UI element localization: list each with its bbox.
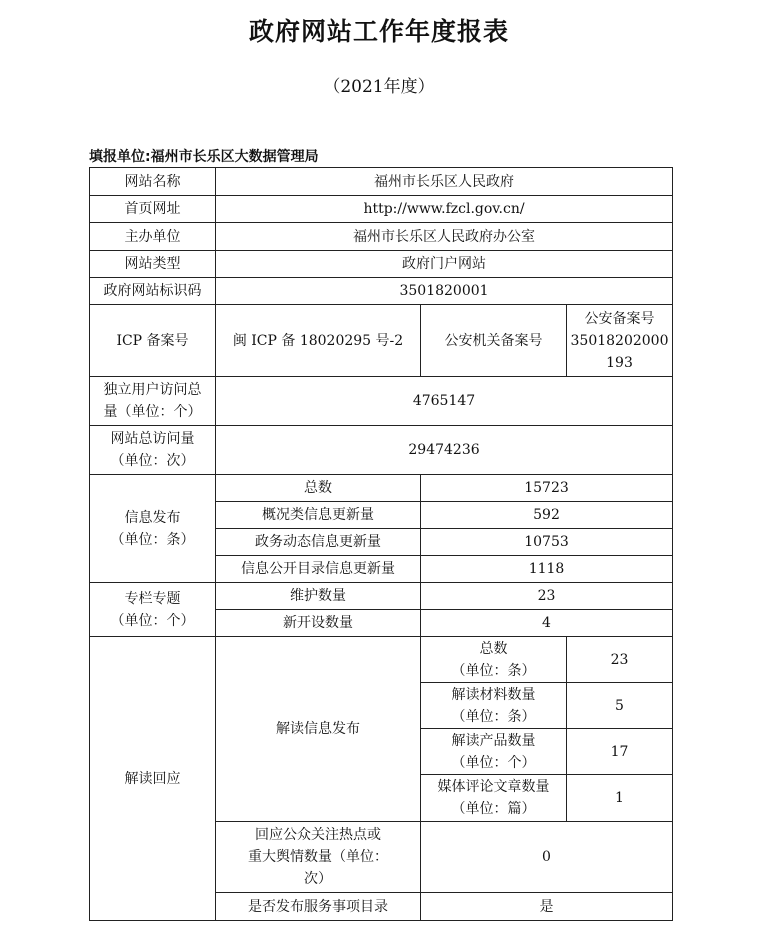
table-row — [90, 168, 673, 196]
label-line: 总数 — [479, 640, 508, 657]
interpretation-item-label — [421, 729, 567, 775]
label-line: 解读材料数量 — [451, 686, 536, 703]
label-line: （单位：条） — [451, 708, 536, 725]
table-row — [90, 223, 673, 251]
hotspot-value: 0 — [421, 822, 673, 893]
label-line: （单位：条） — [451, 662, 536, 679]
table-row — [90, 377, 673, 426]
label-line: （单位：个） — [110, 612, 195, 629]
info-publish-item-value: 592 — [421, 502, 673, 529]
police-record-line: 193 — [606, 354, 633, 371]
icp-label: ICP 备案号 — [90, 305, 216, 377]
label-line: 信息发布 — [124, 509, 181, 526]
label-line: 次） — [304, 871, 332, 887]
hotspot-label — [216, 822, 421, 893]
sponsor-value: 福州市长乐区人民政府办公室 — [216, 223, 673, 251]
table-row — [90, 475, 673, 502]
site-type-label: 网站类型 — [90, 251, 216, 278]
label-line: 回应公众关注热点或 — [255, 827, 381, 843]
interpretation-item-value: 17 — [567, 729, 673, 775]
site-id-label: 政府网站标识码 — [90, 278, 216, 305]
label-line: 重大舆情数量（单位： — [248, 849, 388, 865]
columns-label — [90, 583, 216, 637]
info-publish-item-label: 概况类信息更新量 — [216, 502, 421, 529]
label-line: 独立用户访问总 — [103, 382, 202, 398]
homepage-value: http://www.fzcl.gov.cn/ — [216, 196, 673, 223]
site-name-label: 网站名称 — [90, 168, 216, 196]
interpretation-item-value: 1 — [567, 775, 673, 822]
police-record-value — [567, 305, 673, 377]
info-publish-item-label: 信息公开目录信息更新量 — [216, 556, 421, 583]
info-publish-item-label: 总数 — [216, 475, 421, 502]
interpretation-item-label — [421, 637, 567, 683]
interpretation-item-value: 5 — [567, 683, 673, 729]
info-publish-item-label: 政务动态信息更新量 — [216, 529, 421, 556]
police-record-label: 公安机关备案号 — [421, 305, 567, 377]
table-row — [90, 426, 673, 475]
table-row — [90, 583, 673, 610]
label-line: （单位：个） — [451, 754, 536, 771]
info-publish-item-value: 15723 — [421, 475, 673, 502]
table-row — [90, 637, 673, 683]
label-line: 媒体评论文章数量 — [437, 779, 550, 795]
service-catalog-value: 是 — [421, 893, 673, 921]
label-line: 量（单位：个） — [103, 404, 202, 420]
service-catalog-label: 是否发布服务事项目录 — [216, 893, 421, 921]
report-year: （2021年度） — [323, 77, 435, 97]
site-name-value: 福州市长乐区人民政府 — [216, 168, 673, 196]
report-title: 政府网站工作年度报表 — [248, 17, 509, 46]
interpretation-sub-label: 解读信息发布 — [216, 637, 421, 822]
interpretation-label: 解读回应 — [90, 637, 216, 921]
table-row — [90, 196, 673, 223]
label-line: （单位：条） — [110, 531, 195, 548]
icp-value: 闽 ICP 备 18020295 号-2 — [216, 305, 421, 377]
info-publish-item-value: 10753 — [421, 529, 673, 556]
label-line: （单位：次） — [110, 453, 195, 469]
label-line: 网站总访问量 — [110, 431, 195, 447]
unique-visitors-value: 4765147 — [216, 377, 673, 426]
columns-item-label: 新开设数量 — [216, 610, 421, 637]
unique-visitors-label — [90, 377, 216, 426]
site-type-value: 政府门户网站 — [216, 251, 673, 278]
interpretation-item-label — [421, 775, 567, 822]
label-line: 解读产品数量 — [451, 732, 536, 749]
interpretation-item-value: 23 — [567, 637, 673, 683]
info-publish-item-value: 1118 — [421, 556, 673, 583]
label-line: 专栏专题 — [124, 590, 181, 607]
table-row — [90, 278, 673, 305]
label-line: （单位：篇） — [451, 801, 536, 817]
columns-item-label: 维护数量 — [216, 583, 421, 610]
police-record-line: 35018202000 — [570, 332, 669, 349]
total-visits-label — [90, 426, 216, 475]
interpretation-item-label — [421, 683, 567, 729]
sponsor-label: 主办单位 — [90, 223, 216, 251]
columns-item-value: 23 — [421, 583, 673, 610]
info-publish-label — [90, 475, 216, 583]
columns-item-value: 4 — [421, 610, 673, 637]
total-visits-value: 29474236 — [216, 426, 673, 475]
table-row — [90, 305, 673, 377]
report-table — [89, 167, 673, 921]
site-id-value: 3501820001 — [216, 278, 673, 305]
police-record-line: 公安备案号 — [584, 310, 655, 327]
table-row — [90, 251, 673, 278]
reporting-unit: 填报单位:福州市长乐区大数据管理局 — [89, 149, 319, 165]
homepage-label: 首页网址 — [90, 196, 216, 223]
